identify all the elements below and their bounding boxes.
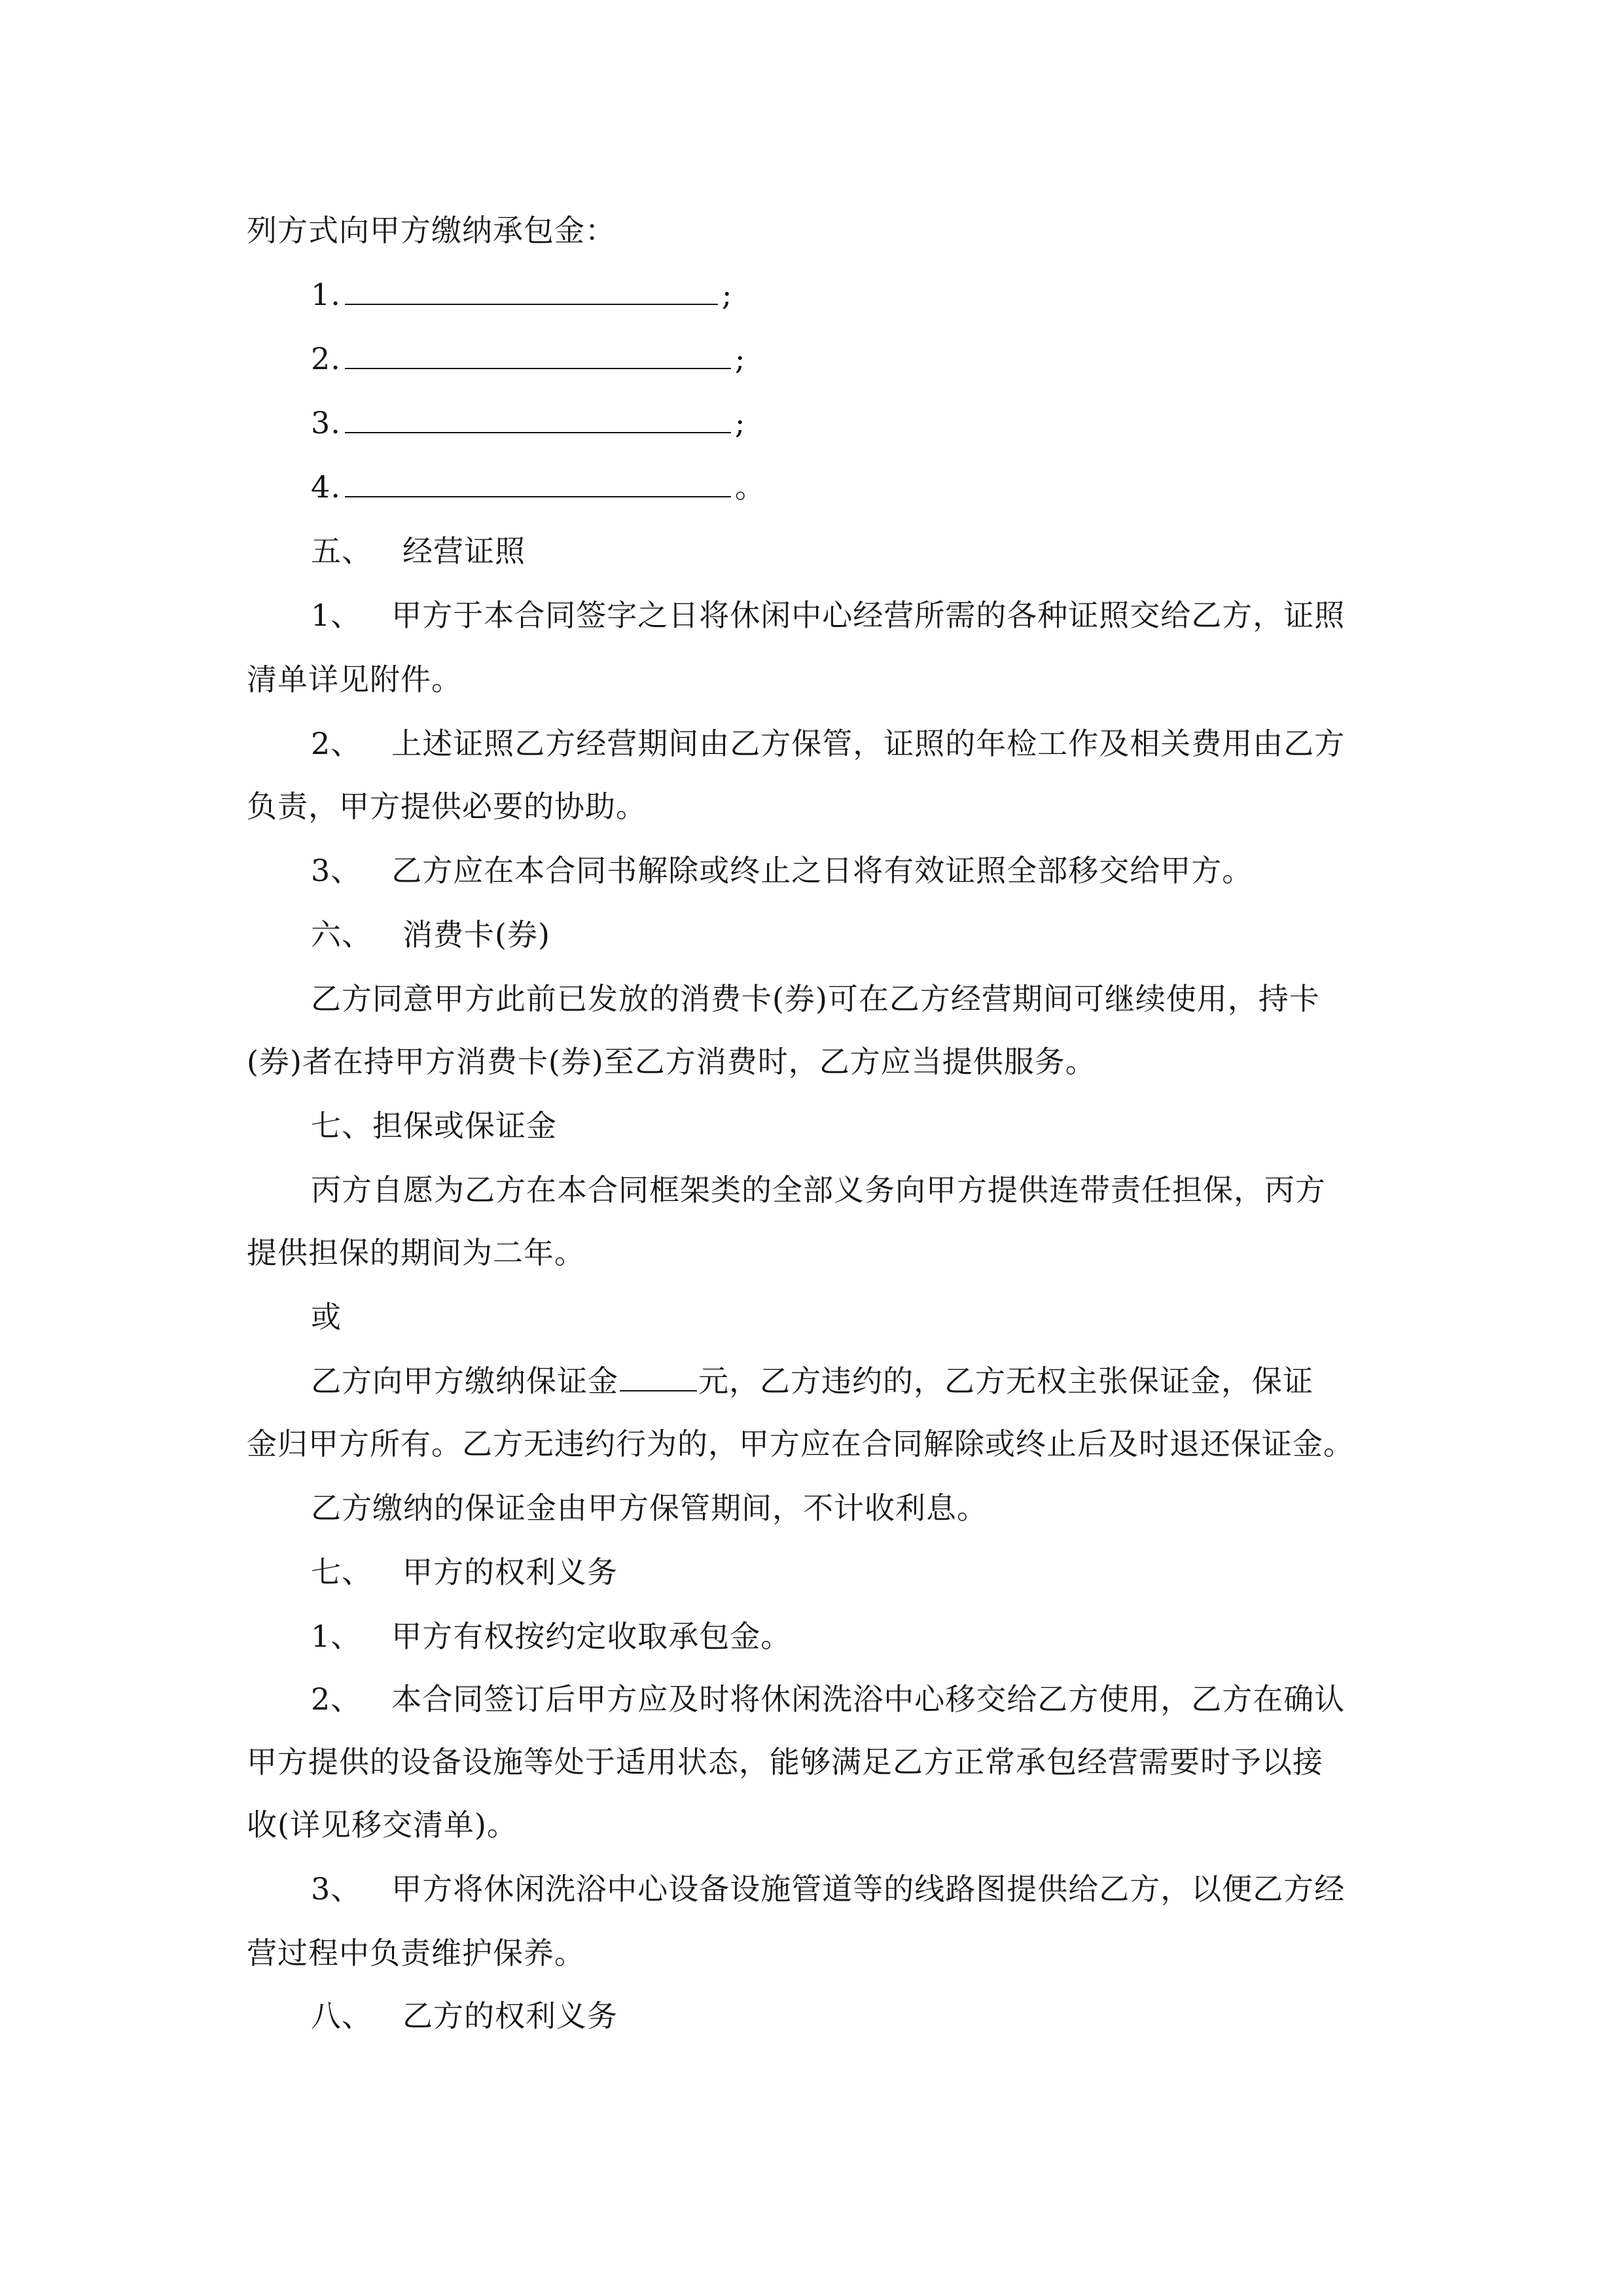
- section7a-deposit: [311, 1361, 1313, 1401]
- section7a-para-cont: [247, 1233, 585, 1272]
- section5-heading: [311, 531, 526, 571]
- section-title: 七、担保或保证金: [311, 1108, 557, 1143]
- item-number: 2、: [311, 726, 362, 761]
- payment-item-3: [311, 403, 745, 442]
- payment-item-end: ;: [734, 341, 746, 376]
- paragraph-text: 丙方自愿为乙方在本合同框架类的全部义务向甲方提供连带责任担保，丙方: [311, 1172, 1326, 1208]
- section5-item-1-cont: [247, 660, 462, 699]
- section-title: 消费卡(券): [402, 917, 550, 952]
- section7b-item-2: [311, 1679, 1345, 1719]
- payment-item-number: 1.: [311, 277, 341, 312]
- section7a-interest: [311, 1488, 988, 1528]
- section7b-item-3: [311, 1869, 1345, 1909]
- section7b-heading: [311, 1552, 618, 1592]
- item-text: 甲方提供的设备设施等处于适用状态，能够满足乙方正常承包经营需要时予以接: [247, 1744, 1323, 1780]
- section6-para-cont: [247, 1042, 1096, 1081]
- section7a-deposit-cont: [247, 1424, 1354, 1463]
- section5-item-3: [311, 851, 1253, 890]
- deposit-amount-blank: [620, 1361, 697, 1391]
- section7b-item-2-cont2: [247, 1805, 518, 1844]
- section-title: 甲方的权利义务: [402, 1554, 618, 1590]
- item-text: 本合同签订后甲方应及时将休闲洗浴中心移交给乙方使用，乙方在确认: [391, 1681, 1346, 1717]
- item-text: 负责，甲方提供必要的协助。: [247, 789, 647, 824]
- section-title: 经营证照: [402, 533, 526, 569]
- item-text: 上述证照乙方经营期间由乙方保管，证照的年检工作及相关费用由乙方: [391, 726, 1346, 761]
- payment-blank: [345, 467, 731, 497]
- payment-item-number: 4.: [311, 469, 341, 505]
- paragraph-text: 元，乙方违约的，乙方无权主张保证金，保证: [698, 1363, 1313, 1399]
- section-number: 五、: [311, 533, 372, 569]
- payment-blank: [345, 403, 731, 433]
- item-text: 营过程中负责维护保养。: [247, 1935, 585, 1971]
- section7a-heading: [311, 1106, 557, 1145]
- section5-item-2-cont: [247, 787, 647, 826]
- section-number: 七、: [311, 1554, 372, 1590]
- paragraph-text: 金归甲方所有。乙方无违约行为的，甲方应在合同解除或终止后及时退还保证金。: [247, 1426, 1354, 1462]
- payment-item-number: 2.: [311, 341, 341, 376]
- item-number: 1、: [311, 1619, 362, 1654]
- item-number: 3、: [311, 853, 362, 888]
- section6-para: [311, 979, 1320, 1018]
- section-number: 六、: [311, 917, 372, 952]
- item-number: 1、: [311, 598, 362, 633]
- section7a-or: [311, 1297, 342, 1336]
- or-text: 或: [311, 1299, 342, 1335]
- payment-blank: [345, 339, 731, 369]
- payment-item-2: [311, 339, 745, 378]
- item-text: 收(详见移交清单)。: [247, 1807, 518, 1842]
- section8-heading: [311, 1996, 618, 2036]
- payment-item-number: 3.: [311, 405, 341, 440]
- section-number: 八、: [311, 1998, 372, 2034]
- payment-blank: [345, 275, 718, 305]
- item-text: 甲方将休闲洗浴中心设备设施管道等的线路图提供给乙方，以便乙方经: [391, 1871, 1346, 1907]
- intro-text: 列方式向甲方缴纳承包金：: [247, 213, 616, 248]
- payment-item-end: ;: [721, 277, 733, 312]
- item-text: 清单详见附件。: [247, 662, 462, 697]
- section7b-item-3-cont: [247, 1933, 585, 1973]
- section5-item-1: [311, 596, 1345, 635]
- intro-line: [247, 211, 616, 250]
- payment-item-4: [311, 467, 766, 507]
- item-text: 甲方于本合同签字之日将休闲中心经营所需的各种证照交给乙方，证照: [391, 598, 1346, 633]
- paragraph-text: 提供担保的期间为二年。: [247, 1235, 585, 1270]
- section7b-item-2-cont: [247, 1742, 1323, 1782]
- paragraph-text: 乙方缴纳的保证金由甲方保管期间，不计收利息。: [311, 1490, 988, 1526]
- section7b-item-1: [311, 1617, 791, 1656]
- item-text: 乙方应在本合同书解除或终止之日将有效证照全部移交给甲方。: [391, 853, 1253, 888]
- item-number: 2、: [311, 1681, 362, 1717]
- payment-item-1: [311, 275, 732, 314]
- paragraph-text: 乙方同意甲方此前已发放的消费卡(券)可在乙方经营期间可继续使用，持卡: [311, 981, 1320, 1016]
- payment-item-end: 。: [734, 469, 766, 505]
- section7a-para: [311, 1170, 1326, 1210]
- paragraph-text: (券)者在持甲方消费卡(券)至乙方消费时，乙方应当提供服务。: [247, 1044, 1096, 1079]
- item-number: 3、: [311, 1871, 362, 1907]
- payment-item-end: ;: [734, 405, 746, 440]
- item-text: 甲方有权按约定收取承包金。: [391, 1619, 792, 1654]
- section5-item-2: [311, 724, 1345, 763]
- section-title: 乙方的权利义务: [402, 1998, 618, 2034]
- section6-heading: [311, 915, 550, 954]
- paragraph-text: 乙方向甲方缴纳保证金: [311, 1363, 618, 1399]
